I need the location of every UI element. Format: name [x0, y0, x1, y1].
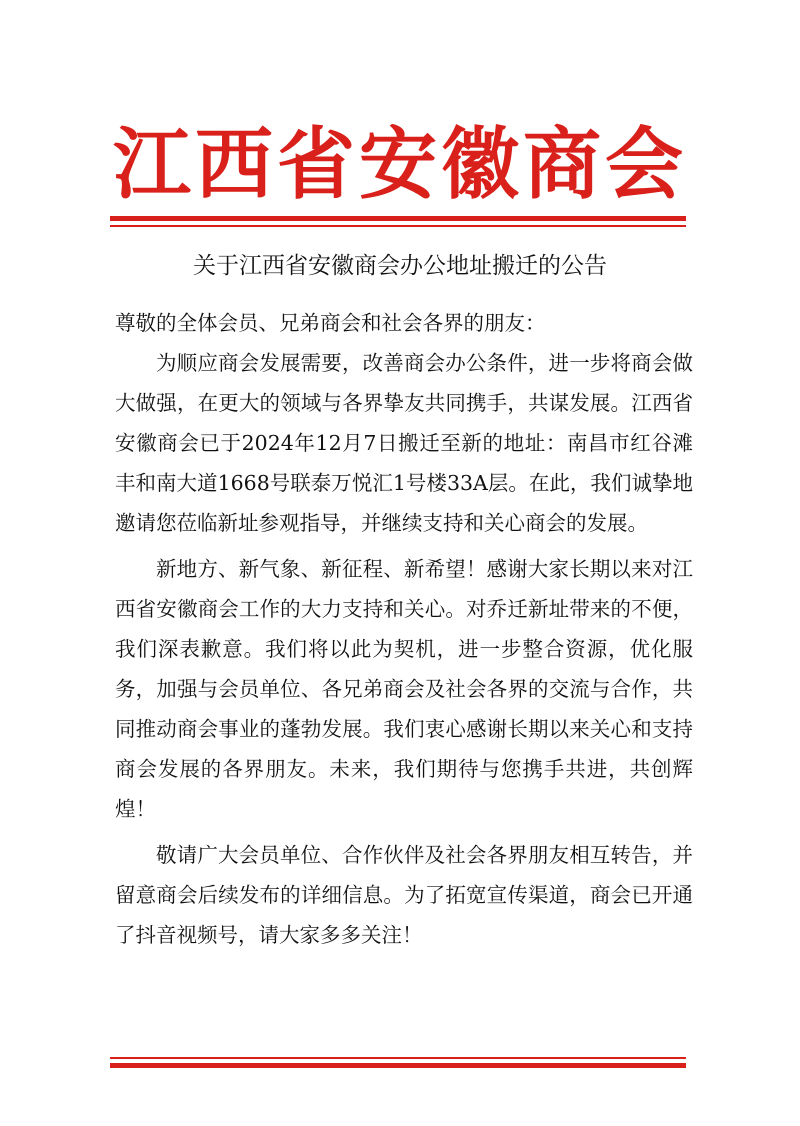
footer-rule-thick [110, 1063, 686, 1068]
notice-title: 关于江西省安徽商会办公地址搬迁的公告 [193, 253, 607, 279]
letterhead-rule-thin [110, 225, 686, 227]
notice-body [115, 303, 693, 955]
letterhead-rule-thick [110, 216, 686, 221]
footer-rule-thin [110, 1057, 686, 1059]
notice-salutation: 尊敬的全体会员、兄弟商会和社会各界的朋友： [115, 311, 546, 335]
notice-paragraph-2: 新地方、新气象、新征程、新希望！感谢大家长期以来对江西省安徽商会工作的大力支持和关心。对乔迁新址带来的不便，我们深表歉意。我们将以此为契机，进一步整合资源，优化服务，加强与会员单位、各兄弟商会及社会各界的交流与合作，共同推动商会事业的蓬勃发展。我们衷心感谢长期以来关心和支持商会发展的各界朋友。未来，我们期待与您携手共进，共创辉煌！ [115, 557, 693, 821]
notice-paragraph-3: 敬请广大会员单位、合作伙伴及社会各界朋友相互转告，并留意商会后续发布的详细信息。为了拓宽宣传渠道，商会已开通了抖音视频号，请大家多多关注！ [115, 843, 693, 947]
letterhead-org-name: 江西省安徽商会 [112, 119, 687, 210]
notice-paragraph-1: 为顺应商会发展需要，改善商会办公条件，进一步将商会做大做强，在更大的领域与各界挚友共同携手，共谋发展。江西省安徽商会已于2024年12月7日搬迁至新的地址：南昌市红谷滩丰和南大道1668号联泰万悦汇1号楼33A层。在此，我们诚挚地邀请您莅临新址参观指导，并继续支持和关心商会的发展。 [115, 351, 693, 535]
